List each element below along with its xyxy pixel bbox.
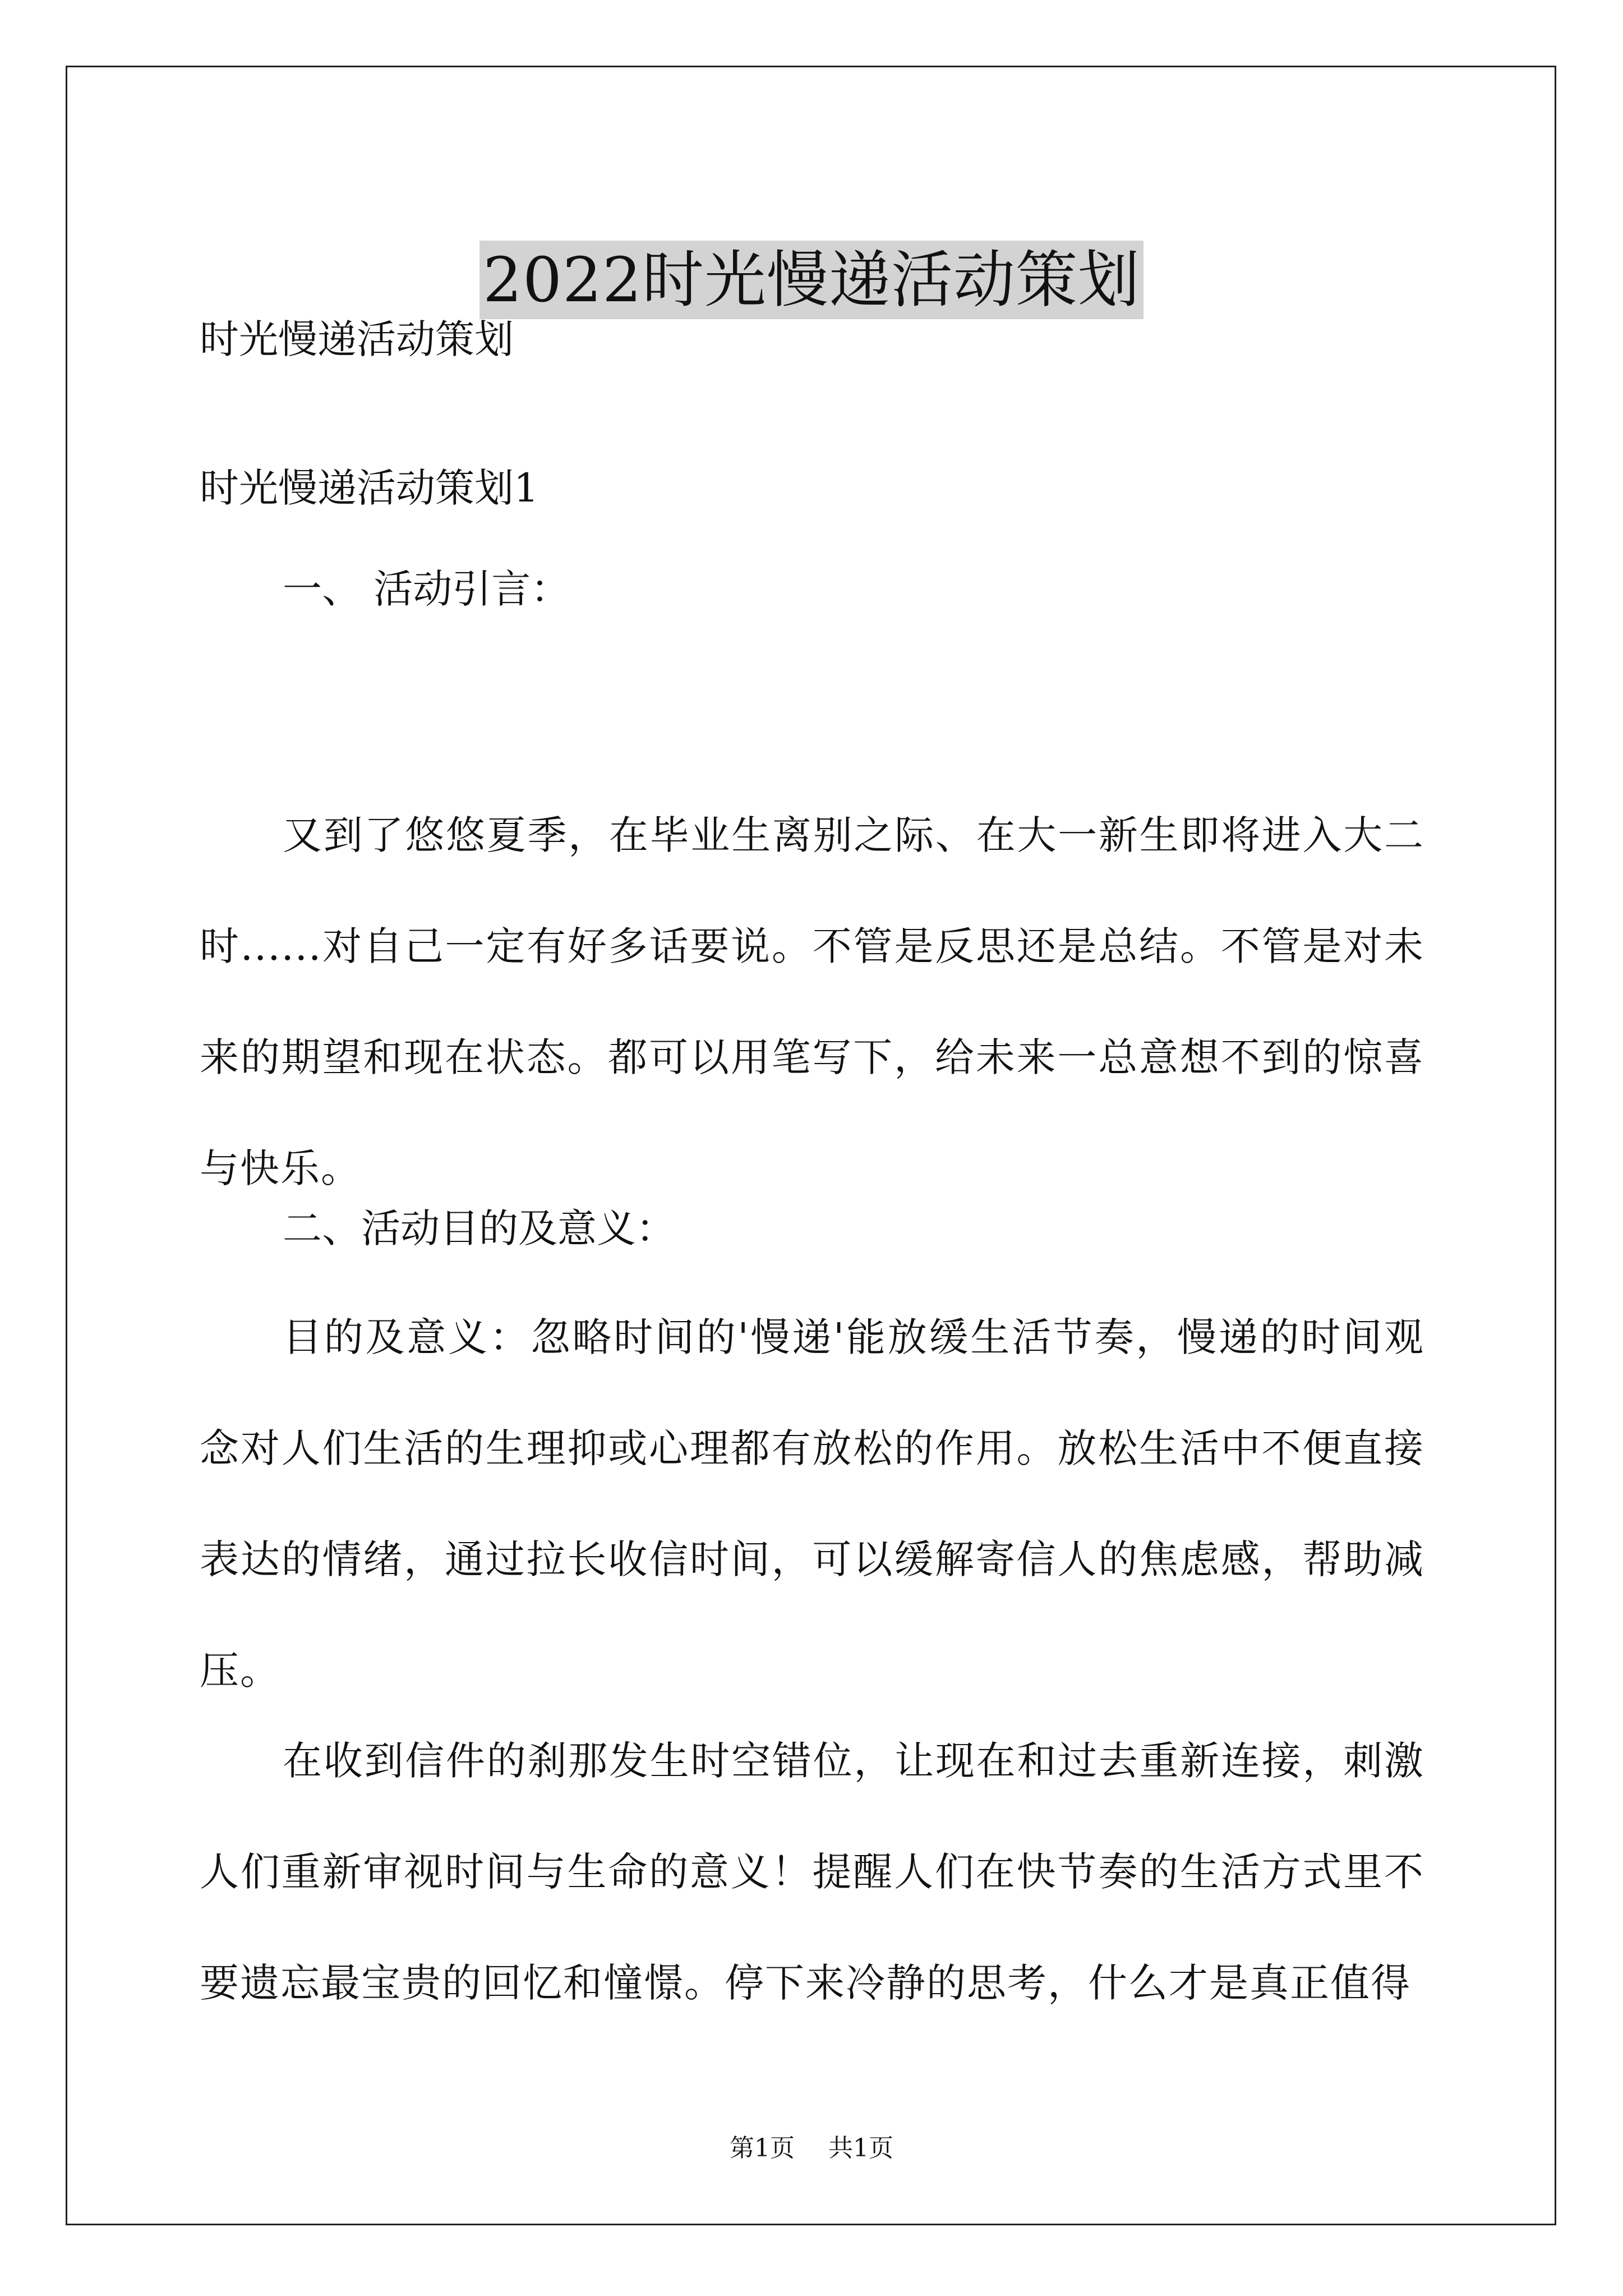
section-one-heading: 一、 活动引言：: [283, 566, 570, 612]
section-two-heading: 二、活动目的及意义：: [283, 1205, 675, 1251]
page-number-current: 第1页: [730, 2134, 795, 2162]
heading-line: 时光慢递活动策划: [200, 316, 514, 362]
intro-paragraph: 又到了悠悠夏季，在毕业生离别之际、在大一新生即将进入大二时......对自己一定有好多话要说。不管是反思还是总结。不管是对未来的期望和现在状态。都可以用笔写下，给未来一总意想不到的惊喜与快乐。: [200, 812, 1424, 1191]
purpose-paragraph: 目的及意义：忽略时间的'慢递'能放缓生活节奏，慢递的时间观念对人们生活的生理抑或心理都有放松的作用。放松生活中不便直接表达的情绪，通过拉长收信时间，可以缓解寄信人的焦虑感，帮助减压。: [200, 1314, 1424, 1694]
page-number-total: 共1页: [828, 2134, 893, 2162]
document-title: 2022时光慢递活动策划: [479, 241, 1144, 319]
meaning-paragraph: 在收到信件的刹那发生时空错位，让现在和过去重新连接，刺激人们重新审视时间与生命的意义！提醒人们在快节奏的生活方式里不要遗忘最宝贵的回忆和憧憬。停下来冷静的思考，什么才是真正值得: [200, 1738, 1424, 2006]
heading-line-numbered: 时光慢递活动策划1: [200, 465, 539, 511]
page-footer: [0, 2132, 1623, 2165]
